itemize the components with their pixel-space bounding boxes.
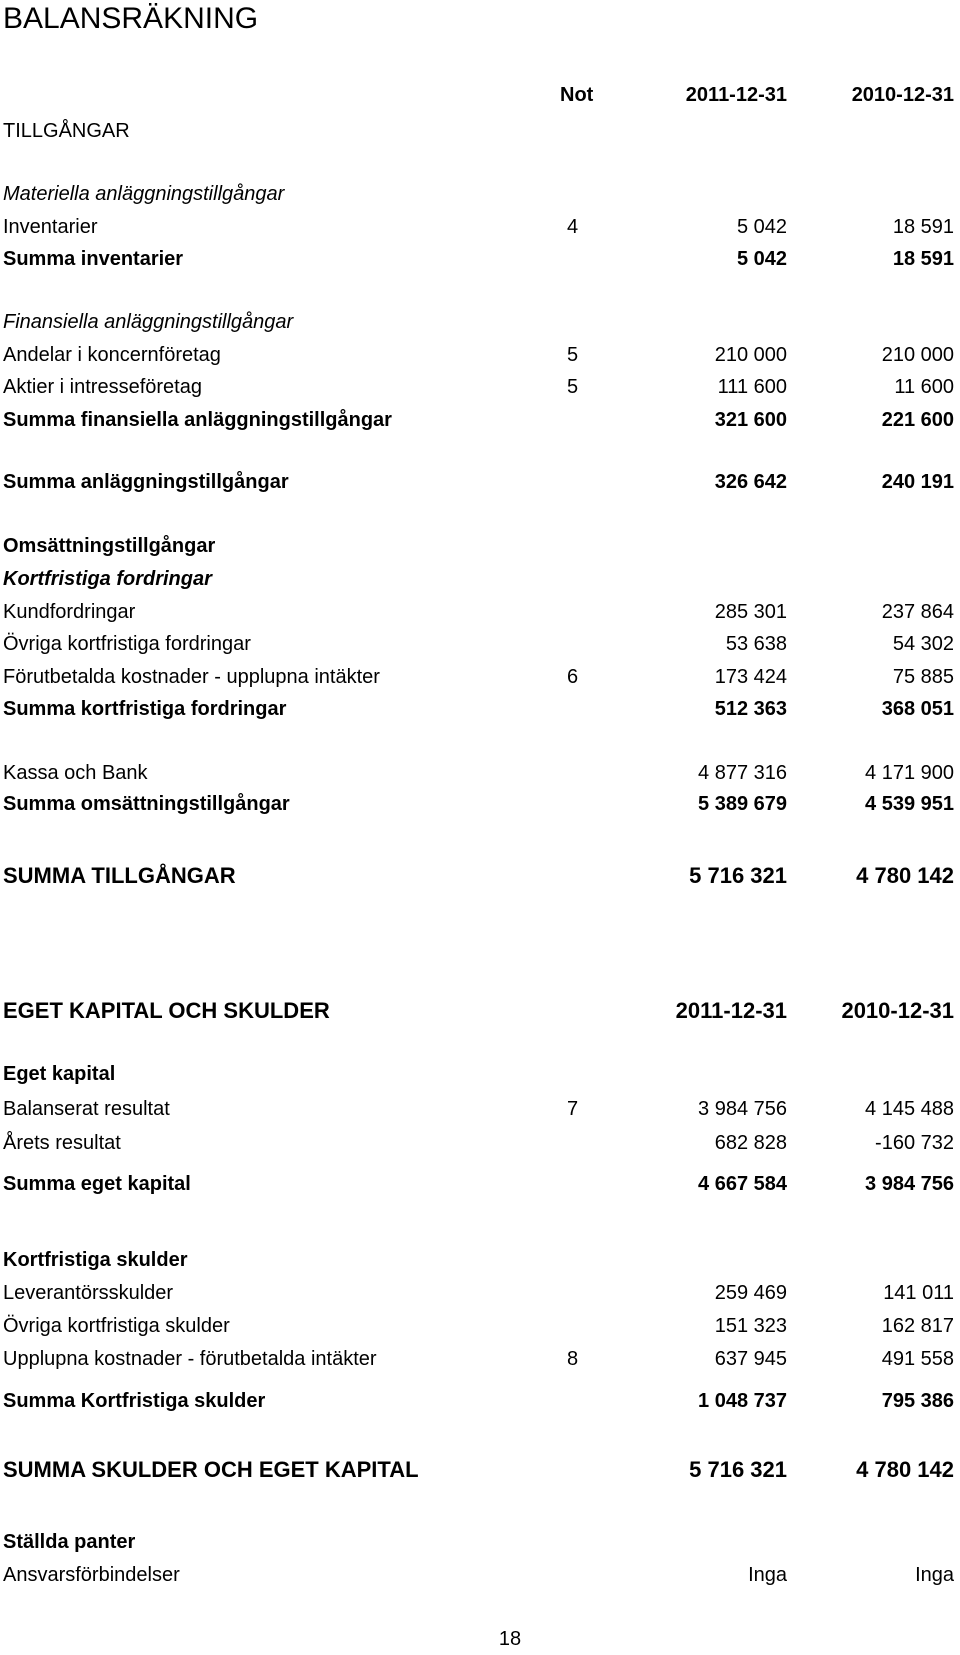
table-row bbox=[0, 339, 960, 371]
row-value-2011: 53 638 bbox=[725, 633, 787, 655]
row-value-2011: 285 301 bbox=[714, 601, 787, 623]
row-label: Leverantörsskulder bbox=[3, 1282, 174, 1304]
row-label: Övriga kortfristiga skulder bbox=[3, 1315, 230, 1337]
sum-row bbox=[0, 243, 960, 275]
liabilities-header-row bbox=[0, 995, 960, 1027]
row-value-2010: 4 539 951 bbox=[865, 793, 954, 815]
column-header-2011: 2011-12-31 bbox=[675, 998, 787, 1023]
section-subheading-row bbox=[0, 563, 960, 595]
row-value-2010: 4 145 488 bbox=[865, 1098, 954, 1120]
row-label: Övriga kortfristiga fordringar bbox=[3, 633, 251, 655]
row-value-2010: 237 864 bbox=[881, 601, 954, 623]
table-row bbox=[0, 211, 960, 243]
row-value-2011: 321 600 bbox=[714, 409, 787, 431]
equity-heading: Eget kapital bbox=[3, 1063, 116, 1085]
row-label: Kassa och Bank bbox=[3, 762, 148, 784]
row-value-2011: 210 000 bbox=[714, 344, 787, 366]
sum-row bbox=[0, 1168, 960, 1200]
row-label: SUMMA TILLGÅNGAR bbox=[3, 863, 236, 888]
row-label: Summa omsättningstillgångar bbox=[3, 793, 290, 815]
row-value-2011: 173 424 bbox=[714, 666, 787, 688]
row-value-2011: 5 716 321 bbox=[689, 1457, 787, 1482]
row-value-2010: 18 591 bbox=[892, 216, 954, 238]
table-row bbox=[0, 1310, 960, 1342]
section-heading-row bbox=[0, 178, 960, 210]
sum-row bbox=[0, 404, 960, 436]
row-value-2010: 491 558 bbox=[881, 1348, 954, 1370]
sum-row bbox=[0, 1385, 960, 1417]
total-row bbox=[0, 860, 960, 892]
row-label: Förutbetalda kostnader - upplupna intäkter bbox=[3, 666, 380, 688]
row-label: Summa inventarier bbox=[3, 248, 184, 270]
row-value-2010: 368 051 bbox=[881, 698, 954, 720]
row-value-2011: 4 877 316 bbox=[698, 762, 787, 784]
column-header bbox=[0, 79, 960, 111]
table-row bbox=[0, 757, 960, 789]
row-label: Summa eget kapital bbox=[3, 1173, 191, 1195]
row-label: Kundfordringar bbox=[3, 601, 136, 623]
section-heading-row bbox=[0, 530, 960, 562]
section-heading-row bbox=[0, 1058, 960, 1090]
sum-row bbox=[0, 466, 960, 498]
row-value-2010: 3 984 756 bbox=[865, 1173, 954, 1195]
row-label: Balanserat resultat bbox=[3, 1098, 170, 1120]
row-label: SUMMA SKULDER OCH EGET KAPITAL bbox=[3, 1457, 419, 1482]
row-value-2011: 259 469 bbox=[714, 1282, 787, 1304]
row-value-2011: 5 716 321 bbox=[689, 863, 787, 888]
row-label: Ansvarsförbindelser bbox=[3, 1564, 180, 1586]
row-value-2010: Inga bbox=[915, 1564, 954, 1586]
total-row bbox=[0, 1454, 960, 1486]
row-value-2011: 682 828 bbox=[714, 1132, 787, 1154]
page-number: 18 bbox=[498, 1628, 522, 1650]
row-value-2010: 162 817 bbox=[881, 1315, 954, 1337]
table-row bbox=[0, 1559, 960, 1591]
row-note: 5 bbox=[567, 376, 579, 398]
note-column-header: Not bbox=[560, 84, 594, 106]
row-note: 8 bbox=[567, 1348, 579, 1370]
row-value-2010: 75 885 bbox=[892, 666, 954, 688]
row-value-2011: 5 042 bbox=[736, 216, 787, 238]
row-value-2011: 3 984 756 bbox=[698, 1098, 787, 1120]
sum-row bbox=[0, 788, 960, 820]
row-value-2011: 326 642 bbox=[714, 471, 787, 493]
row-label: Summa Kortfristiga skulder bbox=[3, 1390, 266, 1412]
row-value-2010: 141 011 bbox=[883, 1282, 954, 1304]
row-value-2011: 637 945 bbox=[714, 1348, 787, 1370]
section-heading-row bbox=[0, 306, 960, 338]
row-label: Inventarier bbox=[3, 216, 98, 238]
row-note: 6 bbox=[567, 666, 579, 688]
row-value-2010: 4 780 142 bbox=[856, 863, 954, 888]
row-value-2011: 1 048 737 bbox=[698, 1390, 787, 1412]
liabilities-heading: EGET KAPITAL OCH SKULDER bbox=[3, 998, 330, 1023]
row-label: Andelar i koncernföretag bbox=[3, 344, 221, 366]
table-row bbox=[0, 1127, 960, 1159]
table-row bbox=[0, 596, 960, 628]
row-label: Summa kortfristiga fordringar bbox=[3, 698, 287, 720]
sum-row bbox=[0, 693, 960, 725]
receivables-subheading: Kortfristiga fordringar bbox=[3, 568, 212, 590]
table-row bbox=[0, 371, 960, 403]
row-value-2011: 111 600 bbox=[717, 376, 787, 398]
row-label: Upplupna kostnader - förutbetalda intäkter bbox=[3, 1348, 377, 1370]
row-value-2011: Inga bbox=[748, 1564, 787, 1586]
short-term-liabilities-heading: Kortfristiga skulder bbox=[3, 1249, 188, 1271]
table-row bbox=[0, 1093, 960, 1125]
row-value-2010: 795 386 bbox=[881, 1390, 954, 1412]
row-value-2011: 4 667 584 bbox=[698, 1173, 787, 1195]
row-value-2010: 11 600 bbox=[894, 376, 954, 398]
row-value-2010: -160 732 bbox=[875, 1132, 954, 1154]
row-note: 7 bbox=[567, 1098, 579, 1120]
row-label: Summa anläggningstillgångar bbox=[3, 471, 289, 493]
column-header-2010: 2010-12-31 bbox=[851, 84, 954, 106]
row-value-2011: 512 363 bbox=[714, 698, 787, 720]
row-label: Årets resultat bbox=[3, 1132, 121, 1154]
row-value-2011: 5 042 bbox=[736, 248, 787, 270]
table-row bbox=[0, 1343, 960, 1375]
assets-heading-row bbox=[0, 115, 960, 147]
table-row bbox=[0, 1277, 960, 1309]
row-value-2010: 54 302 bbox=[892, 633, 954, 655]
row-value-2010: 4 171 900 bbox=[865, 762, 954, 784]
section-heading-row bbox=[0, 1526, 960, 1558]
row-label: Aktier i intresseföretag bbox=[3, 376, 202, 398]
tangible-assets-heading: Materiella anläggningstillgångar bbox=[3, 183, 285, 205]
row-value-2010: 240 191 bbox=[881, 471, 954, 493]
pledges-heading: Ställda panter bbox=[3, 1531, 136, 1553]
row-note: 5 bbox=[567, 344, 579, 366]
row-value-2010: 221 600 bbox=[881, 409, 954, 431]
table-row bbox=[0, 628, 960, 660]
row-value-2010: 4 780 142 bbox=[856, 1457, 954, 1482]
column-header-2011: 2011-12-31 bbox=[685, 84, 787, 106]
row-note: 4 bbox=[567, 216, 579, 238]
row-label: Summa finansiella anläggningstillgångar bbox=[3, 409, 392, 431]
financial-assets-heading: Finansiella anläggningstillgångar bbox=[3, 311, 294, 333]
row-value-2011: 5 389 679 bbox=[698, 793, 787, 815]
row-value-2011: 151 323 bbox=[714, 1315, 787, 1337]
table-row bbox=[0, 661, 960, 693]
assets-heading: TILLGÅNGAR bbox=[3, 120, 130, 142]
page-title: BALANSRÄKNING bbox=[3, 2, 259, 35]
section-heading-row bbox=[0, 1244, 960, 1276]
row-value-2010: 18 591 bbox=[892, 248, 954, 270]
column-header-2010: 2010-12-31 bbox=[841, 998, 954, 1023]
row-value-2010: 210 000 bbox=[881, 344, 954, 366]
current-assets-heading: Omsättningstillgångar bbox=[3, 535, 216, 557]
